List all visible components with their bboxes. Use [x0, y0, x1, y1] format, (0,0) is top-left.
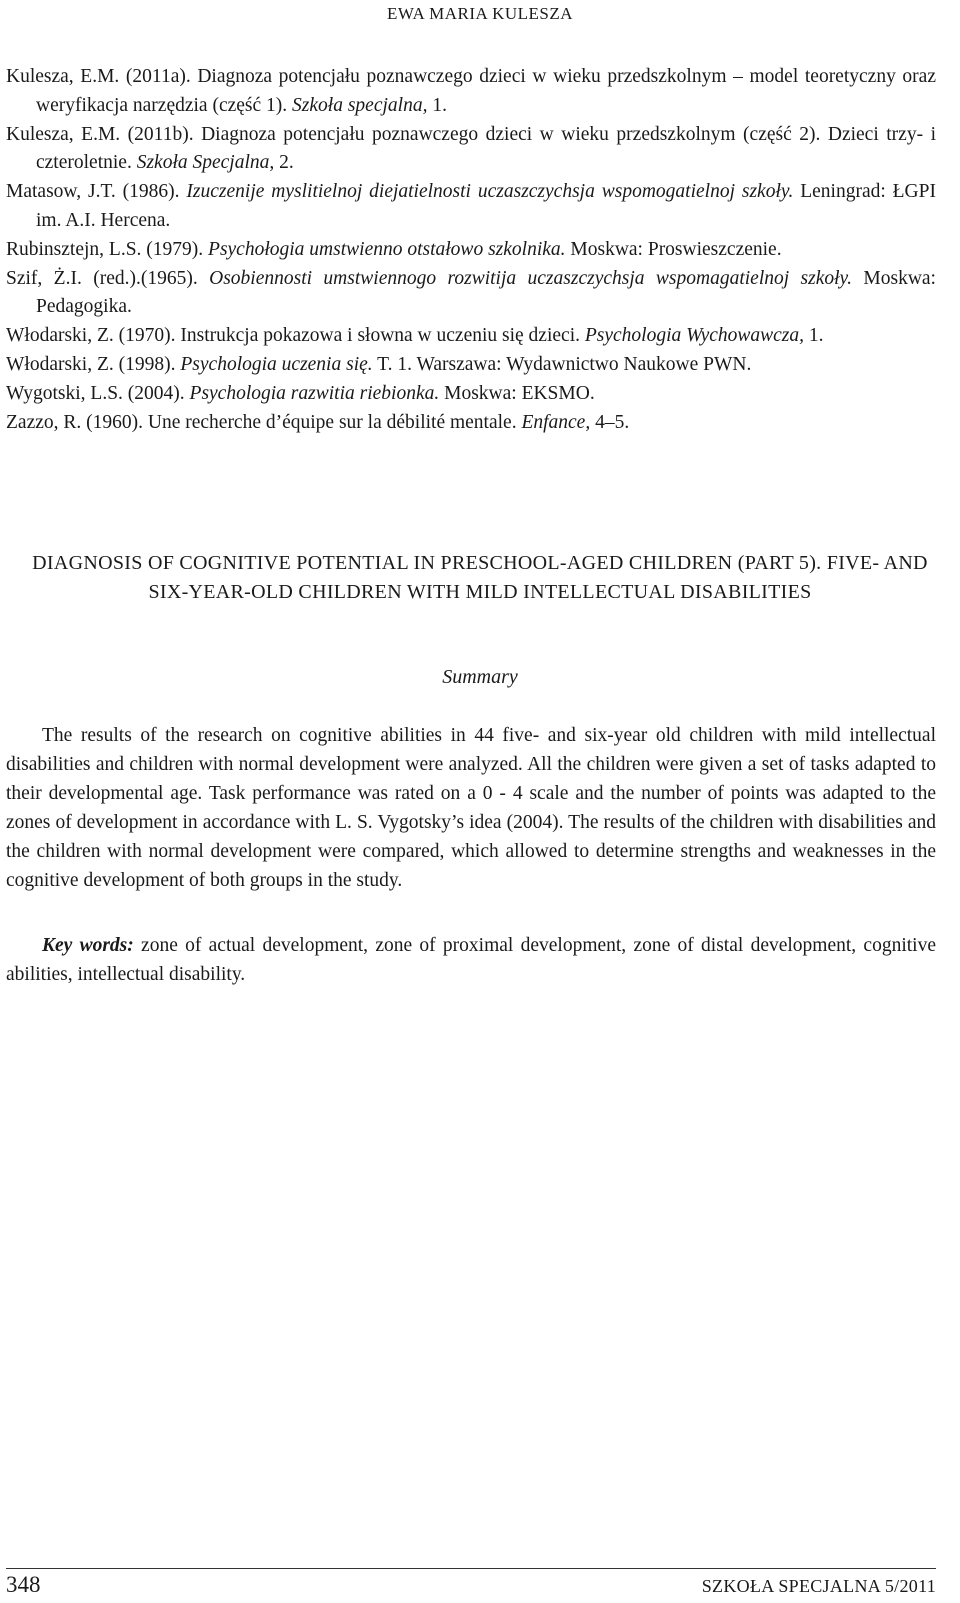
reference-item: Szif, Ż.I. (red.).(1965). Osobiennosti umstwiennogo rozwitija uczaszczychsja wspomagatielnoj szkoły. Moskwa: Pedagogika.	[6, 267, 936, 318]
reference-item: Matasow, J.T. (1986). Izuczenije myslitielnoj diejatielnosti uczaszczychsja wspomogatielnoj szkoły. Leningrad: ŁGPI im. A.I. Hercena.	[6, 181, 936, 231]
running-head: EWA MARIA KULESZA	[386, 4, 574, 23]
keywords-text: zone of actual development, zone of proximal development, zone of distal development, cognitive abilities, intellectual disability.	[6, 935, 936, 985]
journal-name: SZKOŁA SPECJALNA 5/2011	[701, 1576, 936, 1596]
keywords-paragraph	[6, 931, 936, 989]
reference-item: Włodarski, Z. (1998). Psychologia uczenia się. T. 1. Warszawa: Wydawnictwo Naukowe PWN.	[6, 353, 752, 375]
reference-list	[6, 63, 936, 437]
reference-item: Zazzo, R. (1960). Une recherche d’équipe sur la débilité mentale. Enfance, 4–5.	[6, 411, 630, 433]
keywords-label: Key words:	[42, 935, 134, 956]
reference-item: Kulesza, E.M. (2011b). Diagnoza potencjału poznawczego dzieci w wieku przedszkolnym (część 2). Dzieci trzy- i czteroletnie. Szkoła Specjalna, 2.	[6, 123, 936, 174]
reference-item: Rubinsztejn, L.S. (1979). Psychołogia umstwienno otstałowo szkolnika. Moskwa: Proswieszczenie.	[6, 238, 782, 260]
article-title: DIAGNOSIS OF COGNITIVE POTENTIAL IN PRESCHOOL-AGED CHILDREN (PART 5). FIVE- AND SIX-YEAR-OLD CHILDREN WITH MILD INTELLECTUAL DISABILITIES	[32, 552, 928, 603]
page-number: 348	[6, 1572, 41, 1597]
reference-item: Kulesza, E.M. (2011a). Diagnoza potencjału poznawczego dzieci w wieku przedszkolnym – model teoretyczny oraz weryfikacja narzędzia (część 1). Szkoła specjalna, 1.	[6, 66, 936, 116]
summary-heading: Summary	[442, 666, 518, 688]
reference-item: Włodarski, Z. (1970). Instrukcja pokazowa i słowna w uczeniu się dzieci. Psychologia Wychowawcza, 1.	[6, 325, 824, 347]
footer-rule	[6, 1568, 936, 1569]
abstract-text: The results of the research on cognitive abilities in 44 five- and six-year old children with mild intellectual disabilities and children with normal development were analyzed. All the children were given a set of tasks adapted to their developmental age. Task performance was rated on a 0 - 4 scale and the number of points was adapted to the zones of development in accordance with L. S. Vygotsky’s idea (2004). The results of the children with disabilities and the children with normal development were compared, which allowed to determine strengths and weaknesses in the cognitive development of both groups in the study.	[6, 725, 936, 891]
reference-item: Wygotski, L.S. (2004). Psychologia razwitia riebionka. Moskwa: EKSMO.	[6, 382, 595, 404]
